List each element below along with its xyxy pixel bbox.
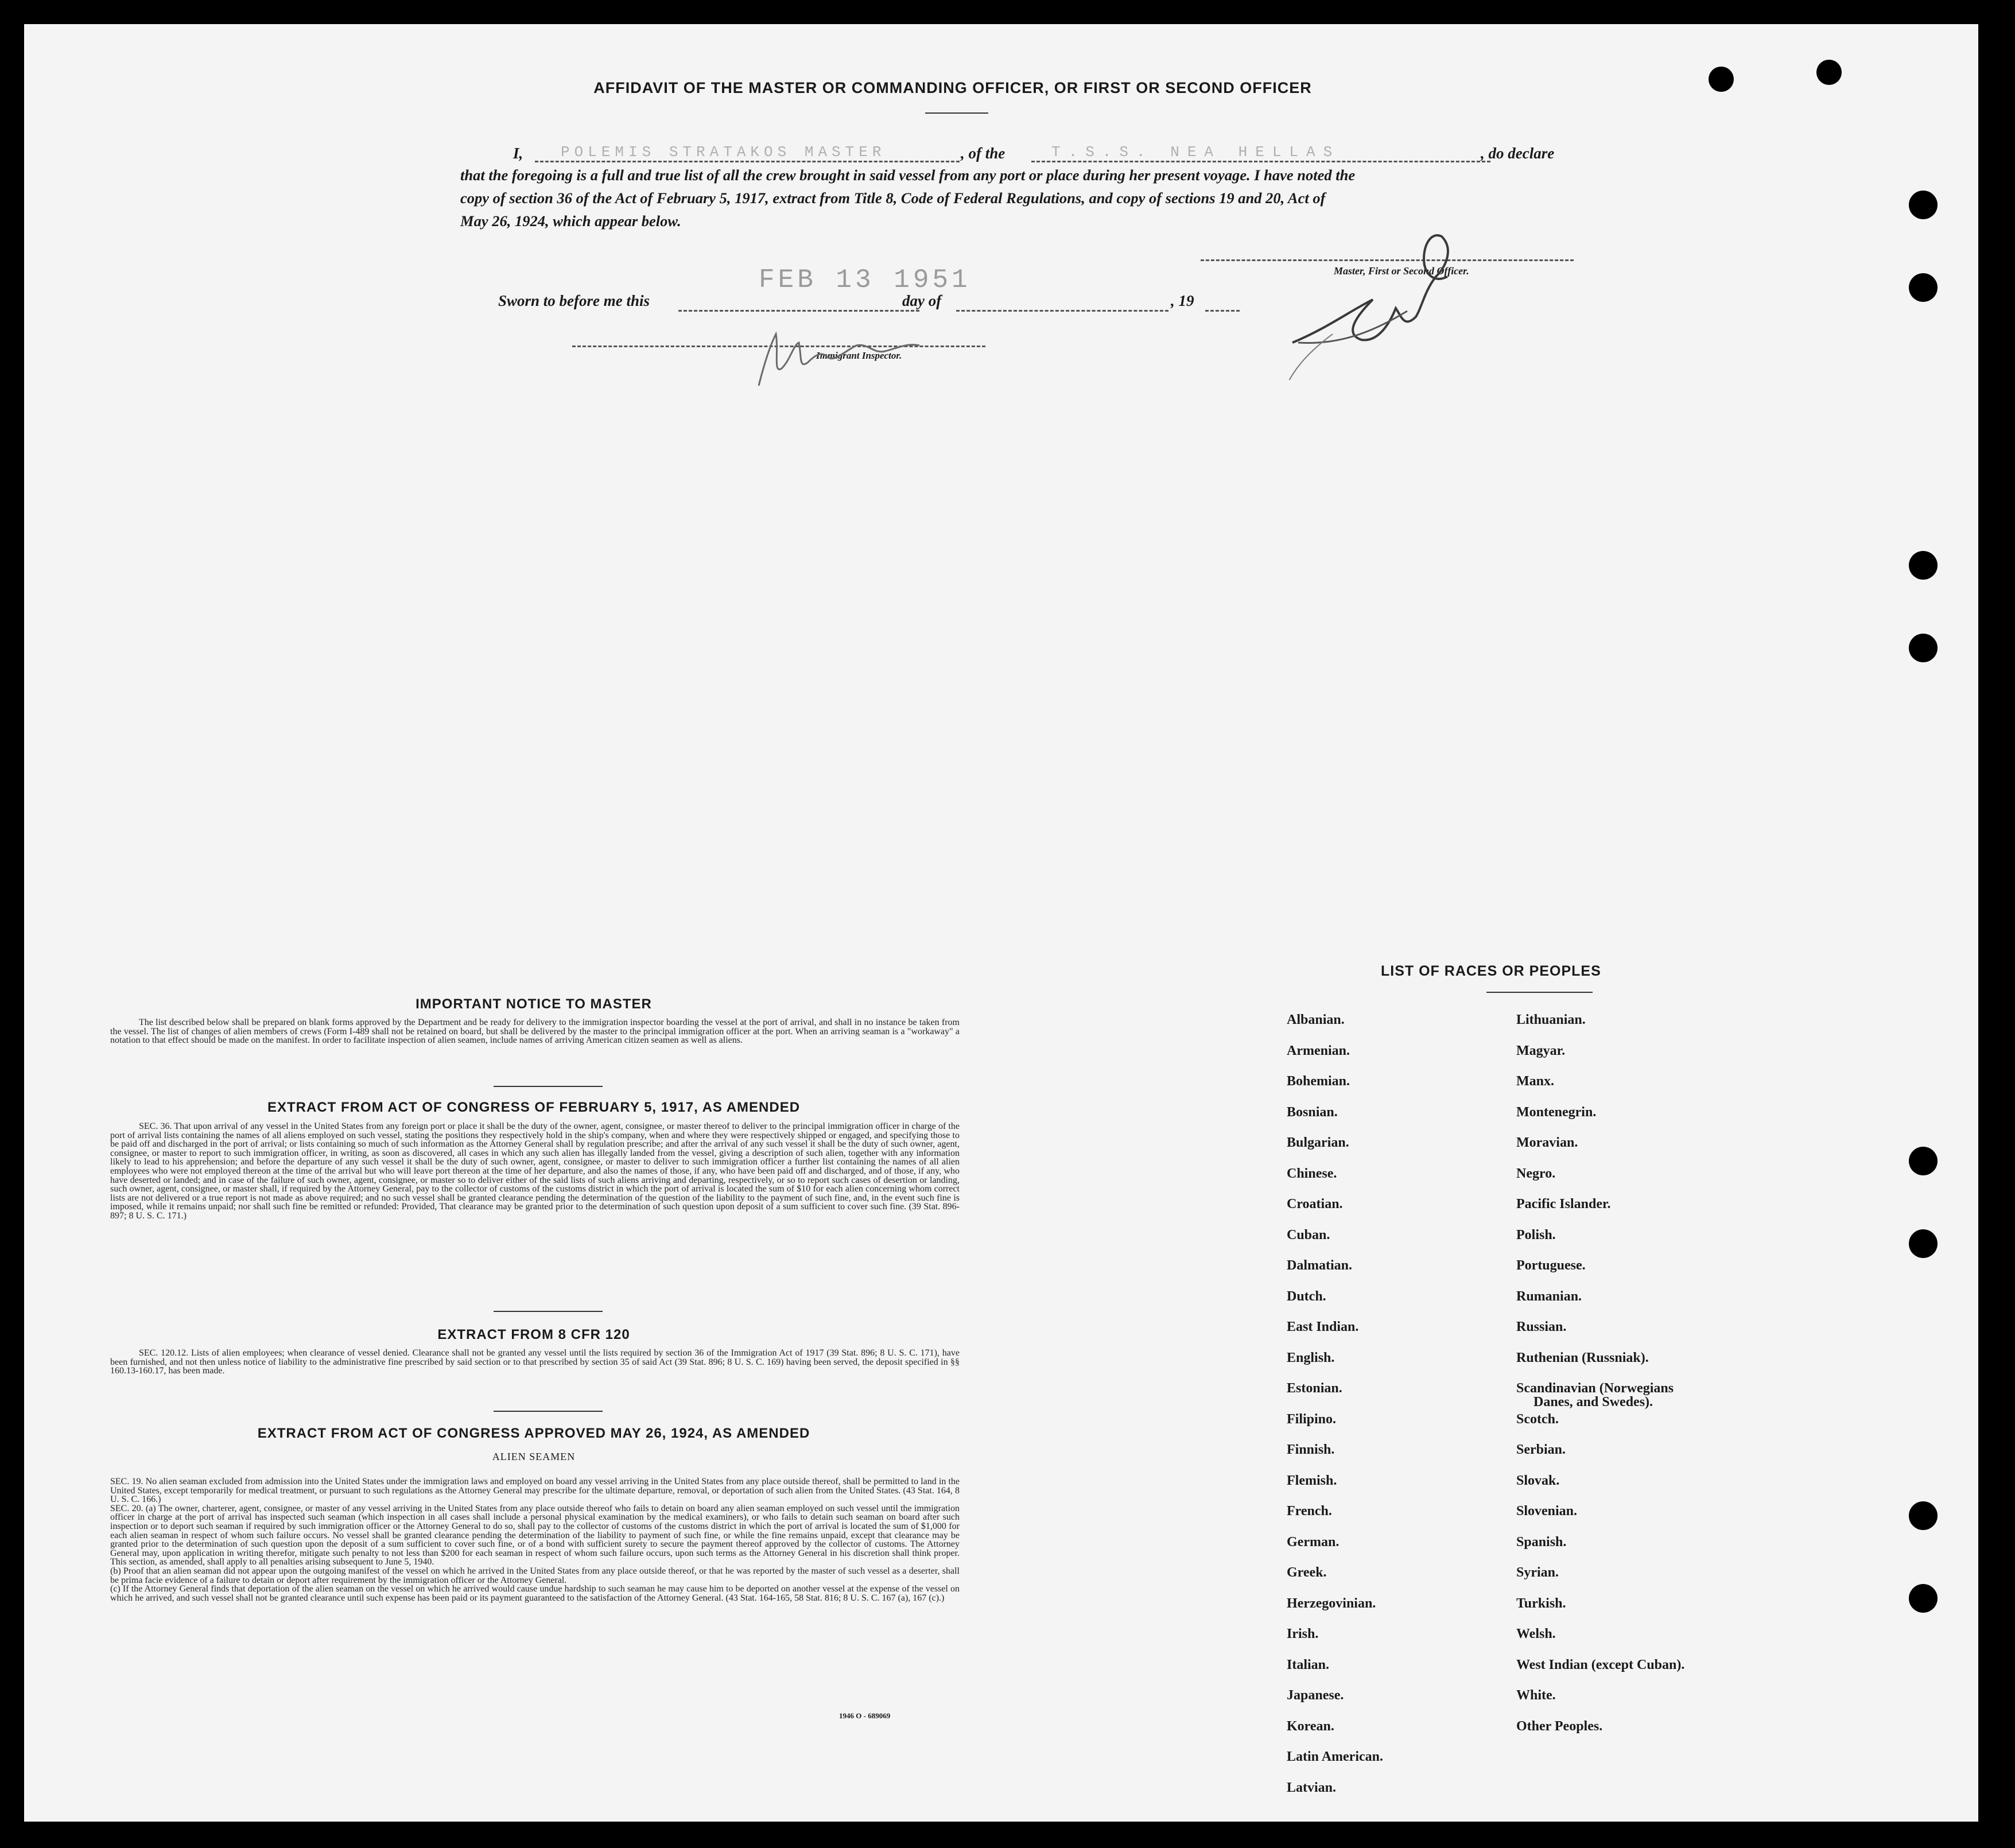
race-item: Welsh. (1516, 1626, 1556, 1641)
extract-1917-title: EXTRACT FROM ACT OF CONGRESS OF FEBRUARY 5, 1917, AS AMENDED (267, 1100, 801, 1115)
race-item: Syrian. (1516, 1565, 1559, 1580)
race-item: Cuban. (1287, 1227, 1330, 1243)
race-item: Irish. (1287, 1626, 1319, 1641)
race-item: Slovenian. (1516, 1504, 1578, 1519)
race-item: German. (1287, 1534, 1340, 1550)
race-item: Lithuanian. (1516, 1012, 1586, 1027)
race-item: Ruthenian (Russniak). (1516, 1350, 1649, 1365)
race-item: Danes, and Swedes). (1533, 1395, 1653, 1410)
race-item: Russian. (1516, 1319, 1567, 1334)
sworn-text: Sworn to before me this (498, 292, 650, 309)
extract-1924-title: EXTRACT FROM ACT OF CONGRESS APPROVED MAY 26, 1924, AS AMENDED (257, 1426, 810, 1441)
races-title-rule (1486, 992, 1593, 993)
race-item: White. (1516, 1688, 1556, 1703)
filled-name: POLEMIS STRATAKOS MASTER (561, 143, 886, 161)
race-item: Bosnian. (1287, 1104, 1338, 1120)
race-item: West Indian (except Cuban). (1516, 1657, 1685, 1672)
punch-hole-icon (1909, 1147, 1938, 1175)
race-item: Magyar. (1516, 1043, 1566, 1058)
race-item: Rumanian. (1516, 1288, 1582, 1304)
extract-1924-subtitle: ALIEN SEAMEN (492, 1451, 576, 1462)
master-signature (1258, 196, 1476, 380)
notice-title: IMPORTANT NOTICE TO MASTER (416, 996, 652, 1012)
race-item: Scandinavian (Norwegians (1516, 1381, 1674, 1396)
race-item: Portuguese. (1516, 1258, 1586, 1273)
race-item: Dutch. (1287, 1288, 1326, 1304)
master-caption: Master, First or Second Officer. (1334, 265, 1469, 277)
race-item: Albanian. (1287, 1012, 1345, 1027)
affidavit-line1-prefix: I, (513, 145, 523, 162)
race-item: Bulgarian. (1287, 1135, 1349, 1150)
race-item: Latvian. (1287, 1780, 1337, 1795)
race-item: Scotch. (1516, 1411, 1559, 1427)
race-item: Croatian. (1287, 1197, 1343, 1212)
race-item: Slovak. (1516, 1473, 1560, 1488)
race-item: Finnish. (1287, 1442, 1335, 1457)
do-declare-text: , do declare (1481, 145, 1555, 162)
punch-hole-icon (1816, 60, 1842, 85)
race-item: Japanese. (1287, 1688, 1344, 1703)
day-of-text: day of (902, 292, 942, 309)
race-item: Spanish. (1516, 1534, 1567, 1550)
affidavit-line4: May 26, 1924, which appear below. (460, 212, 681, 230)
race-item: Dalmatian. (1287, 1258, 1352, 1273)
race-item: Pacific Islander. (1516, 1197, 1611, 1212)
affidavit-line2: that the foregoing is a full and true list of all the crew brought in said vessel from any port or place during her present voyage. I have noted the (460, 166, 1356, 184)
divider-2 (494, 1311, 603, 1312)
punch-hole-icon (1909, 273, 1938, 302)
race-item: Polish. (1516, 1227, 1556, 1243)
race-item: Bohemian. (1287, 1074, 1350, 1089)
inspector-caption: Immigrant Inspector. (816, 350, 902, 361)
punch-hole-icon (1909, 551, 1938, 580)
races-title: LIST OF RACES OR PEOPLES (1381, 963, 1601, 979)
race-item: Moravian. (1516, 1135, 1578, 1150)
race-item: French. (1287, 1504, 1332, 1519)
name-field-line (535, 161, 960, 162)
of-the-text: , of the (961, 145, 1005, 162)
affidavit-title: AFFIDAVIT OF THE MASTER OR COMMANDING OFFICER, OR FIRST OR SECOND OFFICER (593, 79, 1312, 96)
divider-3 (494, 1411, 603, 1412)
race-item: Manx. (1516, 1074, 1554, 1089)
inspector-signature (736, 311, 931, 397)
vessel-field-line (1031, 161, 1490, 162)
print-code: 1946 O - 689069 (839, 1711, 891, 1720)
race-item: Montenegrin. (1516, 1104, 1597, 1120)
race-item: Serbian. (1516, 1442, 1566, 1457)
punch-hole-icon (1909, 1501, 1938, 1530)
race-item: English. (1287, 1350, 1335, 1365)
race-item: Chinese. (1287, 1166, 1337, 1181)
race-item: Estonian. (1287, 1381, 1342, 1396)
filled-vessel: T.S.S. NEA HELLAS (1051, 143, 1341, 161)
race-item: Turkish. (1516, 1595, 1566, 1611)
race-item: Herzegovinian. (1287, 1595, 1376, 1611)
race-item: Other Peoples. (1516, 1718, 1603, 1734)
divider-1 (494, 1086, 603, 1087)
race-item: Filipino. (1287, 1411, 1337, 1427)
year-prefix: , 19 (1171, 292, 1194, 309)
extract-cfr-text: SEC. 120.12. Lists of alien employees; when clearance of vessel denied. Clearance shall not be granted any vessel until the lists required by section 36 of the Immigration Act of 1917 (39 Stat. 896; 8 U. S. C. 171), have been furnished, and not then unless notice of liability to the administrative fine prescribed by said section or to that prescribed by section 35 of said Act (39 Stat. 896; 8 U. S. C. 169) having been served, the deposit specified in §§ 160.13-160.17, has been made. (110, 1348, 960, 1376)
punch-hole-icon (1909, 1229, 1938, 1258)
race-item: Latin American. (1287, 1749, 1383, 1764)
affidavit-line3: copy of section 36 of the Act of February 5, 1917, extract from Title 8, Code of Federal Regulations, and copy of sections 19 and 20, Act of (460, 189, 1326, 207)
notice-text: The list described below shall be prepared on blank forms approved by the Department and be ready for delivery to the immigration inspector boarding the vessel at the port of arrival, and shall in no instance be taken from the vessel. The list of changes of alien members of crews (Form I-489 shall not be retained on board, but shall be delivered by the master to the principal immigration officer at the port. When an arriving seaman is a "workaway" a notation to that effect should be made on the manifest. In order to facilitate inspection of alien seamen, include names of arriving American citizen seamen as well as aliens. (110, 1018, 960, 1046)
punch-hole-icon (1909, 1584, 1938, 1613)
extract-1917-text: SEC. 36. That upon arrival of any vessel in the United States from any foreign port or place it shall be the duty of the owner, agent, consignee, or master thereof to deliver to the principal immigration officer in charge of the port of arrival lists containing the names of all aliens employed on such vessel, stating the positions they respectively hold in the ship's company, when and where they were respectively shipped or engaged, and specifying those to be paid off and discharged in the port of arrival; or lists containing so much of such information as the Attorney General shall by regulation prescribe; and after the arrival of any such vessel it shall be the duty of such owner, agent, consignee, or master to report to such immigration officer, in writing, as soon as discovered, all cases in which any such alien has illegally landed from the vessel, giving a description of such alien, together with any information likely to lead to his apprehension; and before the departure of any such vessel it shall be the duty of such owner, agent, consignee, or master to deliver to such immigration officer a further list containing the names of all alien employees who were not employed thereon at the time of the arrival but who will leave port thereon at the time of her departure, and also the names of those, if any, who have been paid off and discharged, and of those, if any, who have deserted or landed; and in case of the failure of such owner, agent, consignee, or master so to deliver either of the said lists of such aliens arriving and departing, respectively, or so to report such cases of desertion or landing, such owner, agent, consignee, or master shall, if required by the Attorney General, pay to the collector of customs of the customs district in which the port of arrival is located the sum of $10 for each alien concerning whom correct lists are not delivered or a true report is not made as above required; and no such vessel shall be granted clearance pending the determination of the question of the liability to the payment of such fine, and, in the event such fine is imposed, while it remains unpaid; nor shall such fine be remitted or refunded: Provided, That clearance may be granted prior to the determination of such question upon deposit of a sum sufficient to cover such fine. (39 Stat. 896-897; 8 U. S. C. 171.) (110, 1121, 960, 1221)
race-item: Greek. (1287, 1565, 1327, 1580)
race-item: Negro. (1516, 1166, 1556, 1181)
punch-hole-icon (1909, 634, 1938, 662)
race-item: Flemish. (1287, 1473, 1337, 1488)
extract-cfr-title: EXTRACT FROM 8 CFR 120 (437, 1327, 630, 1342)
race-item: Korean. (1287, 1718, 1334, 1734)
race-item: Italian. (1287, 1657, 1330, 1672)
title-rule (925, 112, 988, 114)
race-item: Armenian. (1287, 1043, 1350, 1058)
year-line (1205, 310, 1240, 312)
race-item: East Indian. (1287, 1319, 1359, 1334)
punch-hole-icon (1709, 67, 1734, 92)
month-line (956, 310, 1168, 312)
extract-1924-text: SEC. 19. No alien seaman excluded from admission into the United States under the immigration laws and employed on board any vessel arriving in the United States from any place outside thereof, shall be permitted to land in the United States, except temporarily for medical treatment, or pursuant to such regulations as the Attorney General may prescribe for the ultimate departure, removal, or deportation of such alien from the United States. (43 Stat. 164, 8 U. S. C. 166.) SEC. 20. (a) The owner, charterer, agent, consignee, or master of any vessel arriving in the United States from any place outside thereof who fails to detain on board any alien seaman employed on such vessel until the immigration officer in charge at the port of arrival has inspected such seaman (which inspection in all cases shall include a personal physical examination by the medical examiners), or who fails to detain such seaman on board after such inspection or to deport such seaman if required by such immigration officer or the Attorney General to do so, shall pay to the collector of customs of the customs district in which the port of arrival is located the sum of $1,000 for each alien seaman in respect of whom such failure occurs. No vessel shall be granted clearance pending the determination of the liability to payment of such fine, or while the fine remains unpaid, except that clearance may be granted prior to the determination of such question upon the deposit of a sum sufficient to cover such fine, or of a bond with sufficient surety to secure the payment thereof approved by the collector of customs. The Attorney General may, upon application in writing therefor, mitigate such penalty to not less than $200 for each seaman in respect of whom such failure occurs, upon such terms as the Attorney General in his discretion shall think proper. This section, as amended, shall apply to all penalties arising subsequent to June 5, 1940. (b) Proof that an alien seaman did not appear upon the outgoing manifest of the vessel on which he arrived in the United States from any place outside thereof, or that he was reported by the master of such vessel as a deserter, shall be prima facie evidence of a failure to detain or deport after requirement by the immigration officer or the Attorney General. (c) If the Attorney General finds that deportation of the alien seaman on the vessel on which he arrived would cause undue hardship to such seaman he may cause him to be deported on another vessel at the expense of the vessel on which he arrived, and such vessel shall not be granted clearance until such expense has been paid or its payment guaranteed to the satisfaction of the Attorney General. (43 Stat. 164-165, 58 Stat. 816; 8 U. S. C. 167 (a), 167 (c).) (110, 1477, 960, 1603)
date-stamp: FEB 13 1951 (759, 265, 971, 295)
form-sheet (24, 24, 1978, 1822)
punch-hole-icon (1909, 191, 1938, 219)
